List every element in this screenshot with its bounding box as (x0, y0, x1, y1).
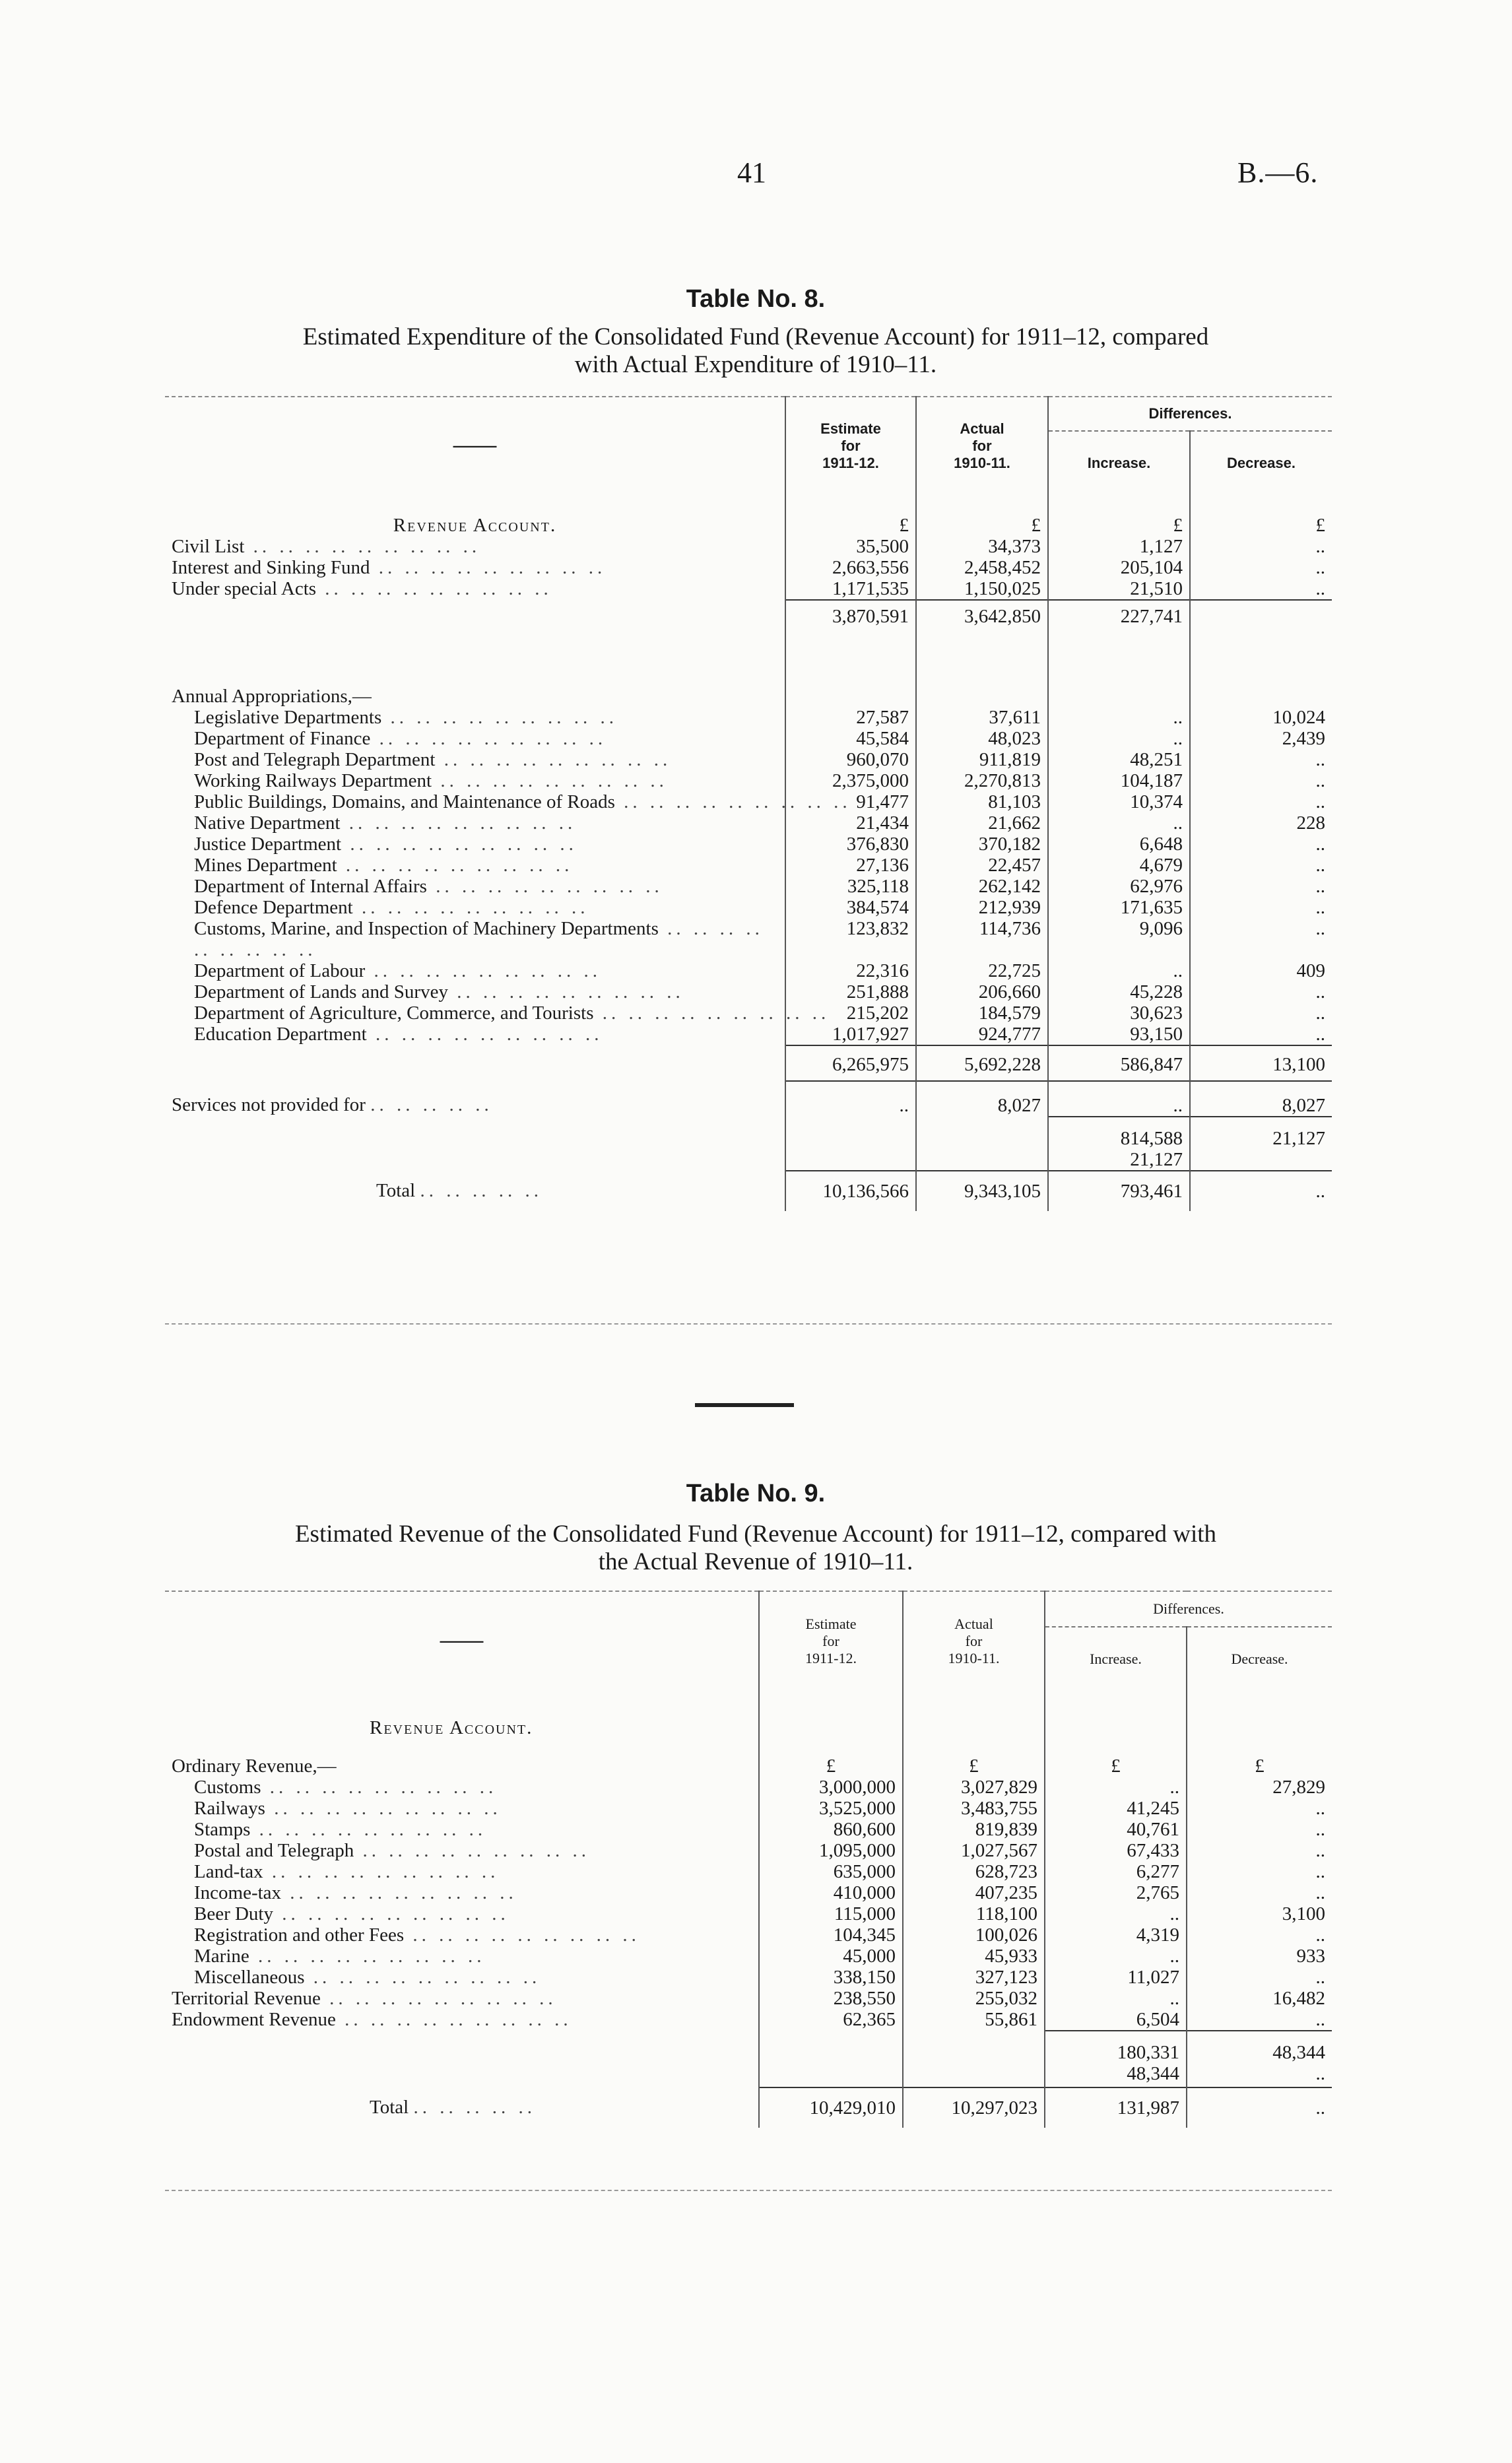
table8-appropriation-increase: .. (1048, 728, 1190, 749)
table9-header-increase: Increase. (1045, 1627, 1187, 1691)
table9-currency-estimate: £ (759, 1738, 903, 1777)
table8-net-decrease: 21,127 (1190, 1117, 1332, 1171)
table9-revenue-actual: 407,235 (903, 1882, 1045, 1903)
table8-appropriations-heading: Annual Appropriations,— (172, 686, 372, 707)
table8-item-row: Civil List .. .. .. .. .. .. .. .. .. 35,500 34,373 1,127 .. (165, 536, 1332, 557)
table9-revenue-row: Postal and Telegraph .. .. .. .. .. .. .. .. .. 1,095,000 1,027,567 67,433 .. (165, 1840, 1332, 1861)
table9-revenue-row: Customs .. .. .. .. .. .. .. .. .. 3,000,000 3,027,829 .. 27,829 (165, 1777, 1332, 1798)
table9-currency-increase: £ (1045, 1738, 1187, 1777)
table8-appropriation-actual: 48,023 (916, 728, 1048, 749)
table8-appropriation-decrease: .. (1190, 918, 1332, 960)
table8-appropriation-label: Defence Department (194, 897, 353, 918)
table8-header-blank: ——— (453, 438, 497, 454)
table8-appropriation-increase: 9,096 (1048, 918, 1190, 960)
table9-total-row: Total .. .. .. .. .. 10,429,010 10,297,023 131,987 .. (165, 2087, 1332, 2128)
table9-revenue-estimate: 45,000 (759, 1946, 903, 1967)
table9-revenue-decrease: .. (1187, 1819, 1332, 1840)
table9-revenue-estimate: 3,525,000 (759, 1798, 903, 1819)
table9-section-label: Revenue Account. (370, 1717, 533, 1738)
table8-appropriation-row: Education Department .. .. .. .. .. .. .. .. .. 1,017,927 924,777 93,150 .. (165, 1024, 1332, 1045)
table8-appropriation-row: Customs, Marine, and Inspection of Machinery Departments .. .. .. .. .. .. .. .. .. 123,832 114,736 9,096 .. (165, 918, 1332, 960)
table8-appropriation-estimate: 2,375,000 (785, 770, 916, 791)
table8-appropriation-row: Department of Lands and Survey .. .. .. .. .. .. .. .. .. 251,888 206,660 45,228 .. (165, 981, 1332, 1002)
table9-currency-actual: £ (903, 1738, 1045, 1777)
table8-subtotal1-estimate: 3,870,591 (785, 600, 916, 633)
table9-revenue-actual: 1,027,567 (903, 1840, 1045, 1861)
table8-subtitle-line1: Estimated Expenditure of the Consolidated Fund (Revenue Account) for 1911–12, compared (302, 323, 1209, 350)
table8-appropriation-decrease: .. (1190, 876, 1332, 897)
table8-appropriation-row: Native Department .. .. .. .. .. .. .. .. .. 21,434 21,662 .. 228 (165, 812, 1332, 834)
table8-appropriation-row: Post and Telegraph Department .. .. .. .. .. .. .. .. .. 960,070 911,819 48,251 .. (165, 749, 1332, 770)
table8-appropriation-actual: 924,777 (916, 1024, 1048, 1045)
table9-revenue-label: Marine (194, 1946, 249, 1967)
table8-appropriation-estimate: 123,832 (785, 918, 916, 960)
table8-currency-actual: £ (916, 495, 1048, 536)
table8-appropriation-row: Department of Labour .. .. .. .. .. .. .. .. .. 22,316 22,725 .. 409 (165, 960, 1332, 981)
table9-header-blank: ——— (440, 1633, 484, 1649)
table9-net-decrease-below: .. (1315, 2063, 1326, 2084)
table9-revenue-increase: .. (1045, 1903, 1187, 1924)
table9-header-row (165, 1591, 1332, 1627)
table8-appropriation-increase: 45,228 (1048, 981, 1190, 1002)
table9-revenue-decrease: .. (1187, 1967, 1332, 1988)
table8-appropriation-decrease: .. (1190, 981, 1332, 1002)
table8-item-decrease: .. (1190, 536, 1332, 557)
table8-section-row (165, 495, 1332, 536)
table9-header-actual: Actual for 1910-11. (903, 1591, 1045, 1691)
table9-revenue-decrease: .. (1187, 1840, 1332, 1861)
table8-appropriation-actual: 114,736 (916, 918, 1048, 960)
page-reference: B.—6. (1237, 156, 1319, 189)
table8-appropriation-row: Working Railways Department .. .. .. .. .. .. .. .. .. 2,375,000 2,270,813 104,187 .. (165, 770, 1332, 791)
table8-appropriation-label: Mines Department (194, 855, 337, 876)
table8-appropriation-actual: 37,611 (916, 707, 1048, 728)
table8-appropriation-decrease: .. (1190, 791, 1332, 812)
table8-appropriation-actual: 212,939 (916, 897, 1048, 918)
table8-appropriation-label: Legislative Departments (194, 707, 382, 728)
table9-revenue-increase: 41,245 (1045, 1798, 1187, 1819)
table9-revenue-actual: 628,723 (903, 1861, 1045, 1882)
table8-item-actual: 1,150,025 (916, 578, 1048, 600)
table8-appropriation-label: Department of Agriculture, Commerce, and Tourists (194, 1002, 594, 1024)
table8-appropriation-row: Legislative Departments .. .. .. .. .. .. .. .. .. 27,587 37,611 .. 10,024 (165, 707, 1332, 728)
table9-revenue-actual: 45,933 (903, 1946, 1045, 1967)
table8-item-actual: 2,458,452 (916, 557, 1048, 578)
table9-revenue-actual: 3,027,829 (903, 1777, 1045, 1798)
table8-appropriation-row: Department of Finance .. .. .. .. .. .. .. .. .. 45,584 48,023 .. 2,439 (165, 728, 1332, 749)
table8-total-estimate: 10,136,566 (785, 1171, 916, 1211)
table9-revenue-estimate: 410,000 (759, 1882, 903, 1903)
table8-appropriation-actual: 184,579 (916, 1002, 1048, 1024)
table8-appropriation-decrease: 10,024 (1190, 707, 1332, 728)
table8-appropriation-estimate: 215,202 (785, 1002, 916, 1024)
table8-appropriation-row: Department of Internal Affairs .. .. .. .. .. .. .. .. .. 325,118 262,142 62,976 .. (165, 876, 1332, 897)
table8 (165, 396, 1332, 1211)
table8-subtotal1-row (165, 600, 1332, 633)
table8-subtotal1-actual: 3,642,850 (916, 600, 1048, 633)
table8-appropriation-increase: 62,976 (1048, 876, 1190, 897)
table9-ordinary-heading: Ordinary Revenue,— (172, 1756, 337, 1777)
table8-total-actual: 9,343,105 (916, 1171, 1048, 1211)
table9-revenue-estimate: 860,600 (759, 1819, 903, 1840)
table8-appropriation-label: Justice Department (194, 834, 342, 855)
table9-revenue-decrease: 16,482 (1187, 1988, 1332, 2009)
table8-appropriation-estimate: 1,017,927 (785, 1024, 916, 1045)
table9-currency-decrease: £ (1187, 1738, 1332, 1777)
table8-appropriation-actual: 22,457 (916, 855, 1048, 876)
table8-item-increase: 205,104 (1048, 557, 1190, 578)
table8-appropriation-decrease: .. (1190, 770, 1332, 791)
table9-revenue-row: Stamps .. .. .. .. .. .. .. .. .. 860,600 819,839 40,761 .. (165, 1819, 1332, 1840)
table8-header-decrease: Decrease. (1190, 431, 1332, 495)
table8-appropriation-row: Defence Department .. .. .. .. .. .. .. .. .. 384,574 212,939 171,635 .. (165, 897, 1332, 918)
table9-header-decrease: Decrease. (1187, 1627, 1332, 1691)
table8-subtotal2-row (165, 1045, 1332, 1081)
table8-appropriation-label: Public Buildings, Domains, and Maintenance of Roads (194, 791, 615, 812)
table8-header-row (165, 397, 1332, 431)
table9-revenue-decrease: 933 (1187, 1946, 1332, 1967)
table9-revenue-increase: .. (1045, 1988, 1187, 2009)
table8-total-decrease: .. (1190, 1171, 1332, 1211)
table8-appropriation-actual: 911,819 (916, 749, 1048, 770)
table9-revenue-estimate: 3,000,000 (759, 1777, 903, 1798)
table8-currency-increase: £ (1048, 495, 1190, 536)
table8-appropriation-estimate: 22,316 (785, 960, 916, 981)
table8-appropriation-decrease: 228 (1190, 812, 1332, 834)
table8-total-increase: 793,461 (1048, 1171, 1190, 1211)
table9-revenue-label: Miscellaneous (194, 1967, 305, 1988)
table9-revenue-decrease: 27,829 (1187, 1777, 1332, 1798)
table8-appropriation-increase: 4,679 (1048, 855, 1190, 876)
table8-item-row: Interest and Sinking Fund .. .. .. .. .. .. .. .. .. 2,663,556 2,458,452 205,104 .. (165, 557, 1332, 578)
table8-header-increase: Increase. (1048, 431, 1190, 495)
table9 (165, 1591, 1332, 2128)
table9-revenue-row: Railways .. .. .. .. .. .. .. .. .. 3,525,000 3,483,755 41,245 .. (165, 1798, 1332, 1819)
table8-appropriation-increase: 10,374 (1048, 791, 1190, 812)
table9-revenue-row: Registration and other Fees .. .. .. .. .. .. .. .. .. 104,345 100,026 4,319 .. (165, 1924, 1332, 1946)
table9-revenue-increase: .. (1045, 1777, 1187, 1798)
table9-net-row (165, 2031, 1332, 2087)
table8-section-label: Revenue Account. (393, 515, 557, 536)
table8-total-row: Total .. .. .. .. .. 10,136,566 9,343,105 793,461 .. (165, 1171, 1332, 1211)
table8-appropriation-increase: .. (1048, 812, 1190, 834)
table8-item-decrease: .. (1190, 578, 1332, 600)
table9-revenue-row: Marine .. .. .. .. .. .. .. .. .. 45,000 45,933 .. 933 (165, 1946, 1332, 1967)
table9-revenue-actual: 819,839 (903, 1819, 1045, 1840)
table8-net-increase-gross: 814,588 (1120, 1128, 1183, 1149)
table8-appropriation-decrease: 2,439 (1190, 728, 1332, 749)
table9-total-actual: 10,297,023 (903, 2087, 1045, 2128)
table8-appropriation-estimate: 376,830 (785, 834, 916, 855)
table8-item-estimate: 2,663,556 (785, 557, 916, 578)
table9-revenue-label: Territorial Revenue (172, 1988, 321, 2009)
table9-total-decrease: .. (1187, 2087, 1332, 2128)
table8-appropriation-label: Department of Finance (194, 728, 371, 749)
table8-item-label: Under special Acts (172, 578, 317, 599)
table8-appropriation-decrease: .. (1190, 897, 1332, 918)
table9-revenue-estimate: 115,000 (759, 1903, 903, 1924)
table8-appropriation-label: Working Railways Department (194, 770, 432, 791)
table8-subtotal1-increase: 227,741 (1048, 600, 1190, 633)
table8-appropriation-row: Public Buildings, Domains, and Maintenance of Roads .. .. .. .. .. .. .. .. .. 91,477 81,103 10,374 .. (165, 791, 1332, 812)
table9-net-decrease: 48,344 (1272, 2042, 1326, 2063)
table9-net-increase-less: 48,344 (1127, 2063, 1179, 2084)
table8-appropriation-actual: 22,725 (916, 960, 1048, 981)
table8-appropriation-decrease: .. (1190, 1002, 1332, 1024)
table9-ordinary-row (165, 1738, 1332, 1777)
table9-subtitle-line2: the Actual Revenue of 1910–11. (598, 1548, 913, 1575)
table8-appropriation-estimate: 960,070 (785, 749, 916, 770)
table8-appropriation-label: Department of Labour (194, 960, 366, 981)
table9-revenue-increase: 40,761 (1045, 1819, 1187, 1840)
table8-subtitle-line2: with Actual Expenditure of 1910–11. (574, 351, 937, 378)
table8-appropriation-estimate: 27,136 (785, 855, 916, 876)
table8-item-estimate: 1,171,535 (785, 578, 916, 600)
table8-subtotal2-actual: 5,692,228 (916, 1045, 1048, 1081)
table9-revenue-increase: 11,027 (1045, 1967, 1187, 1988)
table8-appropriation-actual: 81,103 (916, 791, 1048, 812)
table8-appropriation-estimate: 325,118 (785, 876, 916, 897)
table9-revenue-increase: 67,433 (1045, 1840, 1187, 1861)
table9-revenue-actual: 3,483,755 (903, 1798, 1045, 1819)
table9-revenue-decrease: .. (1187, 1798, 1332, 1819)
table9-revenue-label: Income-tax (194, 1882, 282, 1903)
table8-appropriation-row: Mines Department .. .. .. .. .. .. .. .. .. 27,136 22,457 4,679 .. (165, 855, 1332, 876)
table8-item-increase: 1,127 (1048, 536, 1190, 557)
table9-revenue-row: Land-tax .. .. .. .. .. .. .. .. .. 635,000 628,723 6,277 .. (165, 1861, 1332, 1882)
table9-revenue-label: Registration and other Fees (194, 1924, 405, 1946)
table9-revenue-estimate: 1,095,000 (759, 1840, 903, 1861)
table9-revenue-decrease: 3,100 (1187, 1903, 1332, 1924)
table8-appropriation-increase: .. (1048, 960, 1190, 981)
table8-item-decrease: .. (1190, 557, 1332, 578)
section-divider (695, 1403, 794, 1407)
table8-currency-estimate: £ (785, 495, 916, 536)
table9-revenue-decrease: .. (1187, 2009, 1332, 2031)
table9-revenue-label: Beer Duty (194, 1903, 273, 1924)
table9-revenue-actual: 118,100 (903, 1903, 1045, 1924)
table9-revenue-label: Railways (194, 1798, 265, 1819)
table9-revenue-label: Stamps (194, 1819, 251, 1840)
table8-total-label: Total (376, 1180, 416, 1201)
table9-revenue-estimate: 635,000 (759, 1861, 903, 1882)
table9-header-differences: Differences. (1045, 1591, 1332, 1627)
table9-revenue-row: Territorial Revenue .. .. .. .. .. .. .. .. .. 238,550 255,032 .. 16,482 (165, 1988, 1332, 2009)
table8-services-actual: 8,027 (916, 1081, 1048, 1117)
table9-revenue-actual: 55,861 (903, 2009, 1045, 2031)
table8-appropriation-actual: 262,142 (916, 876, 1048, 897)
table9-header-estimate: Estimate for 1911-12. (759, 1591, 903, 1691)
table8-appropriation-actual: 370,182 (916, 834, 1048, 855)
table9-revenue-increase: 4,319 (1045, 1924, 1187, 1946)
table9-revenue-label: Postal and Telegraph (194, 1840, 354, 1861)
table8-appropriation-increase: .. (1048, 707, 1190, 728)
table8-appropriation-decrease: .. (1190, 855, 1332, 876)
table8-appropriation-decrease: .. (1190, 1024, 1332, 1045)
table8-subtotal2-increase: 586,847 (1048, 1045, 1190, 1081)
table8-services-label: Services not provided for (172, 1094, 366, 1115)
table8-appropriation-row: Justice Department .. .. .. .. .. .. .. .. .. 376,830 370,182 6,648 .. (165, 834, 1332, 855)
table8-item-label: Civil List (172, 536, 245, 557)
table9-title: Table No. 9. (686, 1480, 826, 1507)
table9-revenue-increase: 2,765 (1045, 1882, 1187, 1903)
table9-revenue-estimate: 104,345 (759, 1924, 903, 1946)
table8-services-estimate: .. (785, 1081, 916, 1117)
table9-revenue-increase: .. (1045, 1946, 1187, 1967)
table8-appropriation-label: Native Department (194, 812, 341, 834)
table8-appropriation-decrease: .. (1190, 749, 1332, 770)
table8-header-actual: Actual for 1910-11. (916, 397, 1048, 495)
table8-title: Table No. 8. (686, 285, 826, 313)
table8-item-actual: 34,373 (916, 536, 1048, 557)
table9-net-increase-gross: 180,331 (1117, 2042, 1179, 2063)
table9-revenue-decrease: .. (1187, 1882, 1332, 1903)
table9-revenue-actual: 255,032 (903, 1988, 1045, 2009)
table8-appropriation-actual: 206,660 (916, 981, 1048, 1002)
table8-appropriation-actual: 2,270,813 (916, 770, 1048, 791)
table8-bottom-rule (165, 1323, 1332, 1325)
table8-appropriation-estimate: 45,584 (785, 728, 916, 749)
table8-appropriation-increase: 93,150 (1048, 1024, 1190, 1045)
table9-section-row (165, 1691, 1332, 1738)
table8-appropriation-label: Customs, Marine, and Inspection of Machinery Departments (194, 918, 659, 939)
table8-services-row: Services not provided for .. .. .. .. .. .. 8,027 .. 8,027 (165, 1081, 1332, 1117)
table9-bottom-rule (165, 2190, 1332, 2191)
table9-revenue-actual: 327,123 (903, 1967, 1045, 1988)
table8-services-increase: .. (1048, 1081, 1190, 1117)
table8-header-estimate: Estimate for 1911-12. (785, 397, 916, 495)
table9-revenue-actual: 100,026 (903, 1924, 1045, 1946)
table9-revenue-row: Beer Duty .. .. .. .. .. .. .. .. .. 115,000 118,100 .. 3,100 (165, 1903, 1332, 1924)
table8-appropriation-row: Department of Agriculture, Commerce, and Tourists .. .. .. .. .. .. .. .. .. 215,202 184,579 30,623 .. (165, 1002, 1332, 1024)
table8-services-decrease: 8,027 (1190, 1081, 1332, 1117)
table8-item-row: Under special Acts .. .. .. .. .. .. .. .. .. 1,171,535 1,150,025 21,510 .. (165, 578, 1332, 600)
table8-appropriation-estimate: 251,888 (785, 981, 916, 1002)
table8-appropriation-increase: 48,251 (1048, 749, 1190, 770)
table8-subtotal1-decrease (1190, 600, 1332, 633)
table8-item-estimate: 35,500 (785, 536, 916, 557)
table9-revenue-increase: 6,504 (1045, 2009, 1187, 2031)
table9-revenue-decrease: .. (1187, 1924, 1332, 1946)
table9-subtitle-line1: Estimated Revenue of the Consolidated Fund (Revenue Account) for 1911–12, compared with (294, 1521, 1217, 1548)
table9-revenue-estimate: 338,150 (759, 1967, 903, 1988)
table8-appropriation-label: Department of Internal Affairs (194, 876, 427, 897)
table8-net-increase-less: 21,127 (1130, 1149, 1183, 1170)
table8-appropriation-increase: 171,635 (1048, 897, 1190, 918)
table8-appropriation-label: Post and Telegraph Department (194, 749, 436, 770)
table8-appropriation-increase: 6,648 (1048, 834, 1190, 855)
table9-revenue-row: Endowment Revenue .. .. .. .. .. .. .. .. .. 62,365 55,861 6,504 .. (165, 2009, 1332, 2031)
page-number: 41 (737, 156, 766, 189)
table8-appropriation-label: Education Department (194, 1024, 367, 1045)
table9-total-estimate: 10,429,010 (759, 2087, 903, 2128)
table9-revenue-increase: 6,277 (1045, 1861, 1187, 1882)
table8-item-label: Interest and Sinking Fund (172, 557, 370, 578)
table9-revenue-row: Miscellaneous .. .. .. .. .. .. .. .. .. 338,150 327,123 11,027 .. (165, 1967, 1332, 1988)
table8-appropriation-increase: 30,623 (1048, 1002, 1190, 1024)
table9-revenue-label: Endowment Revenue (172, 2009, 336, 2030)
table9-revenue-label: Land-tax (194, 1861, 263, 1882)
table8-header-differences: Differences. (1048, 397, 1332, 431)
table9-total-increase: 131,987 (1045, 2087, 1187, 2128)
table8-subtotal2-estimate: 6,265,975 (785, 1045, 916, 1081)
table8-appropriation-increase: 104,187 (1048, 770, 1190, 791)
table8-appropriations-row (165, 633, 1332, 707)
table9-revenue-estimate: 62,365 (759, 2009, 903, 2031)
table8-appropriation-estimate: 91,477 (785, 791, 916, 812)
table9-revenue-label: Customs (194, 1777, 261, 1798)
table8-appropriation-estimate: 384,574 (785, 897, 916, 918)
table8-net-row (165, 1117, 1332, 1171)
table8-appropriation-actual: 21,662 (916, 812, 1048, 834)
table9-total-label: Total (370, 2097, 409, 2118)
table8-appropriation-estimate: 21,434 (785, 812, 916, 834)
table8-appropriation-decrease: .. (1190, 834, 1332, 855)
table9-revenue-row: Income-tax .. .. .. .. .. .. .. .. .. 410,000 407,235 2,765 .. (165, 1882, 1332, 1903)
table8-currency-decrease: £ (1190, 495, 1332, 536)
table8-item-increase: 21,510 (1048, 578, 1190, 600)
table8-appropriation-estimate: 27,587 (785, 707, 916, 728)
table8-appropriation-label: Department of Lands and Survey (194, 981, 448, 1002)
table8-appropriation-decrease: 409 (1190, 960, 1332, 981)
table9-revenue-decrease: .. (1187, 1861, 1332, 1882)
table9-revenue-estimate: 238,550 (759, 1988, 903, 2009)
table8-subtotal2-decrease: 13,100 (1190, 1045, 1332, 1081)
